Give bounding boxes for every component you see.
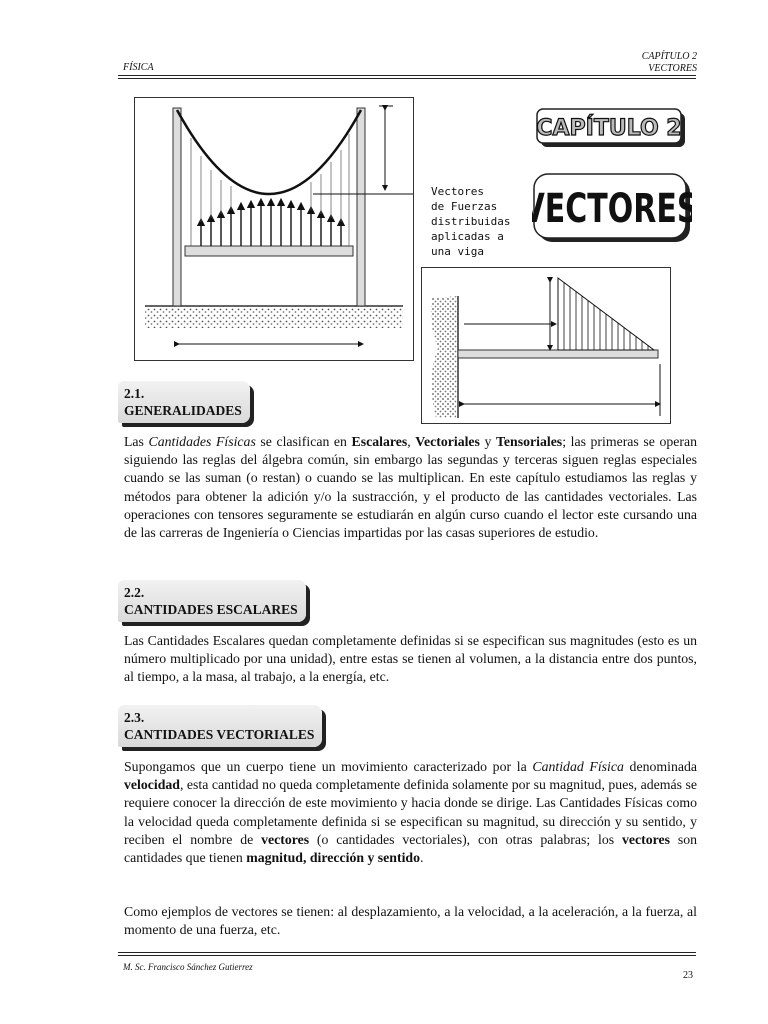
section-number: 2.3. xyxy=(124,710,145,725)
text-run: se clasifican en xyxy=(255,434,352,449)
section-title: CANTIDADES ESCALARES xyxy=(124,602,298,617)
bold-term: Vectoriales xyxy=(415,434,480,449)
chapter-banner xyxy=(535,107,687,154)
text-run: Las Cantidades Escalares quedan completamente definidas si se especifican sus magnitudes (esto es un número multiplicado por una unidad), entre estas se tienen al volumen, a la distancia entre dos puntos, al tiempo, a la masa, al trabajo, a la energía, etc. xyxy=(124,633,697,685)
footer-author: M. Sc. Francisco Sánchez Gutierrez xyxy=(123,962,253,972)
section-title: GENERALIDADES xyxy=(124,403,242,418)
italic-term: Cantidades Físicas xyxy=(148,434,256,449)
bold-term: velocidad xyxy=(124,777,180,793)
suspension-figure xyxy=(134,97,414,361)
figure-caption: Vectores de Fuerzas distribuidas aplicadas a una viga xyxy=(431,185,511,258)
section-number: 2.1. xyxy=(124,386,145,401)
section-heading-vectoriales xyxy=(118,705,322,747)
header-chapter: CAPÍTULO 2 xyxy=(641,51,697,62)
paragraph-generalidades xyxy=(124,433,697,542)
section-title: CANTIDADES VECTORIALES xyxy=(124,727,315,742)
cantilever-diagram xyxy=(422,268,670,423)
bold-term: vectores xyxy=(261,831,310,847)
bold-term: magnitud, dirección y sentido xyxy=(246,850,420,866)
text-run: y xyxy=(479,434,496,449)
text-run: , xyxy=(407,434,416,449)
text-run: , esta cantidad no queda completamente definida solamente por su magnitud, pues, además se requiere conocer la dirección de este movimiento y hacia donde se dirige. Las Cantidades Físicas como la velocidad queda completamente definida si se especifican su magnitud, su dirección y su sentido, y reciben el nombre de xyxy=(124,777,697,847)
bold-term: Escalares xyxy=(351,434,408,449)
paragraph-escalares xyxy=(124,632,697,687)
section-heading-generalidades xyxy=(118,381,250,423)
paragraph-ejemplos: Como ejemplos de vectores se tienen: al desplazamiento, a la velocidad, a la aceleración, a la fuerza, al momento de una fuerza, etc. xyxy=(124,904,697,938)
text-run: Las xyxy=(124,434,149,449)
text-run: . xyxy=(419,850,424,866)
running-header-left: FÍSICA xyxy=(123,62,154,73)
header-rule-2 xyxy=(118,78,696,79)
paragraph-vectoriales xyxy=(124,758,697,867)
section-heading-escalares xyxy=(118,580,306,622)
text-run: ; las primeras se operan siguiendo las reglas del álgebra común, sin embargo las segundas y terceras siguen reglas especiales cuando se las suman (o restan) o cuando se las multiplican. En este capítulo estudiamos las reglas y métodos para obtener la adición y/o la sustracción, y el producto de las cantidades vectoriales. Las operaciones con tensores seguramente se estudiarán en algún curso cuando el lector este cursando una de las carreras de Ingeniería o Ciencias impartidas por las casas superiores de estudio. xyxy=(124,434,697,541)
title-badge xyxy=(532,172,692,244)
bold-term: Tensoriales xyxy=(496,434,563,449)
chapter-badge xyxy=(535,107,687,149)
text-run: (o cantidades vectoriales), con otras palabras; los xyxy=(309,831,622,847)
italic-term: Cantidad Física xyxy=(532,759,624,774)
section-number: 2.2. xyxy=(124,585,145,600)
header-rule xyxy=(118,75,696,76)
text-run: son cantidades que tienen xyxy=(124,831,697,866)
running-header-right xyxy=(642,51,697,75)
header-title: VECTORES xyxy=(648,63,697,74)
footer-rule-2 xyxy=(118,955,696,956)
text-run: Supongamos que un cuerpo tiene un movimiento caracterizado por la xyxy=(124,759,533,774)
text-run: denominada xyxy=(623,759,697,774)
cantilever-figure xyxy=(421,267,671,424)
suspension-diagram xyxy=(135,98,413,360)
page-number: 23 xyxy=(683,970,693,981)
footer-rule xyxy=(118,952,696,953)
bold-term: vectores xyxy=(621,831,670,847)
title-badge-text: VECTORES xyxy=(532,185,692,233)
title-banner xyxy=(532,172,692,249)
chapter-badge-text: CAPÍTULO 2 xyxy=(536,116,682,141)
